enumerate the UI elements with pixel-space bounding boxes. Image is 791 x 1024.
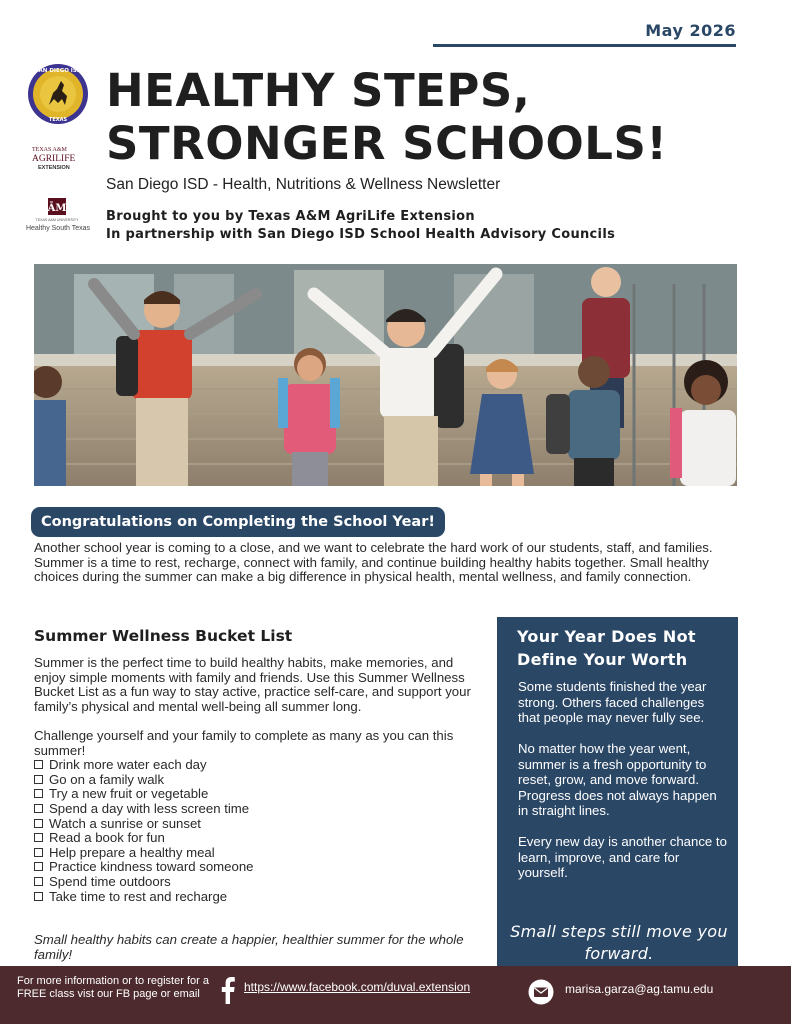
svg-text:SAN DIEGO ISD: SAN DIEGO ISD [34,68,82,74]
issue-date: May 2026 [645,21,736,40]
facebook-link[interactable]: https://www.facebook.com/duval.extension [244,980,471,994]
hero-photo-children-running [34,264,737,486]
bucket-challenge-paragraph: Challenge yourself and your family to complete as many as you can this summer! [34,727,454,758]
worth-sidebar [497,617,738,967]
sidebar-quote: Small steps still move you forward. [510,922,728,963]
congrats-body: Another school year is coming to a close, and we want to celebrate the hard work of our students, staff, and families. Summer is a time to rest, recharge, connect with family, and continue building healthy habits together. Small healthy choices during the summer can make a big difference in physical health, mental wellness, and family connection. [34,540,713,584]
svg-text:EXTENSION: EXTENSION [38,165,70,171]
svg-text:TEXAS: TEXAS [48,117,68,123]
san-diego-isd-seal-logo [27,63,89,125]
sponsor-credits [106,208,615,244]
svg-text:TEXAS A&M: TEXAS A&M [32,147,67,153]
checklist-item: Take time to rest and recharge [34,890,484,905]
bucket-closing-note: Small healthy habits can create a happier, healthier summer for the whole family! [34,932,464,962]
facebook-icon[interactable] [221,976,235,1004]
texas-am-healthy-south-texas-logo [23,197,93,235]
checkbox-icon [34,775,43,784]
checkbox-icon [34,862,43,871]
checklist-item: Help prepare a healthy meal [34,846,484,861]
footer-info-text: For more information or to register for a FREE class vist our FB page or email [17,975,209,1000]
checkbox-icon [34,760,43,769]
bucket-checklist [34,758,484,904]
svg-text:ĀM: ĀM [47,203,67,214]
checkbox-icon [34,892,43,901]
sidebar-title: Your Year Does Not Define Your Worth [517,627,696,669]
footer-bar [0,966,791,1024]
svg-text:TEXAS A&M UNIVERSITY: TEXAS A&M UNIVERSITY [35,218,79,222]
sidebar-paragraph-3: Every new day is another chance to learn, improve, and care for yourself. [518,834,727,880]
checklist-item: Practice kindness toward someone [34,860,484,875]
sidebar-body [518,679,728,896]
checklist-item: Spend time outdoors [34,875,484,890]
checkbox-icon [34,804,43,813]
bucket-intro-paragraph: Summer is the perfect time to build healthy habits, make memories, and enjoy simple moments with family and friends. Use this Summer Wellness Bucket List as a fun way to stay active, practice self-care, and support your family’s physical and mental well-being all summer long. [34,655,471,714]
newsletter-subtitle: San Diego ISD - Health, Nutritions & Wellness Newsletter [106,176,501,193]
checklist-item: Go on a family walk [34,773,484,788]
checkbox-icon [34,833,43,842]
checklist-item: Spend a day with less screen time [34,802,484,817]
svg-text:AGRILIFE: AGRILIFE [32,154,76,164]
date-divider [433,44,736,47]
checkbox-icon [34,789,43,798]
sponsor-line-1: Brought to you by Texas A&M AgriLife Extension [106,209,475,224]
sponsor-line-2: In partnership with San Diego ISD School Health Advisory Councils [106,227,616,242]
checkbox-icon [34,848,43,857]
agrilife-extension-logo [30,143,92,173]
checklist-item: Drink more water each day [34,758,484,773]
newsletter-title [106,64,746,170]
title-line-1: HEALTHY STEPS, [106,64,531,117]
checkbox-icon [34,877,43,886]
congrats-heading: Congratulations on Completing the School Year! [31,507,445,537]
checklist-item: Try a new fruit or vegetable [34,787,484,802]
envelope-icon[interactable] [528,979,554,1005]
bucket-list-title: Summer Wellness Bucket List [34,627,293,645]
contact-email[interactable]: marisa.garza@ag.tamu.edu [565,982,714,996]
checkbox-icon [34,819,43,828]
title-line-2: STRONGER SCHOOLS! [106,117,668,170]
checklist-item: Read a book for fun [34,831,484,846]
sidebar-paragraph-1: Some students finished the year strong. Others faced challenges that people may never fully see. [518,679,707,725]
checklist-item: Watch a sunrise or sunset [34,817,484,832]
svg-text:Healthy South Texas: Healthy South Texas [25,225,91,232]
bucket-list-body [34,656,484,904]
sidebar-paragraph-2: No matter how the year went, summer is a fresh opportunity to reset, grow, and move forward. Progress does not always happen in straight lines. [518,741,717,818]
